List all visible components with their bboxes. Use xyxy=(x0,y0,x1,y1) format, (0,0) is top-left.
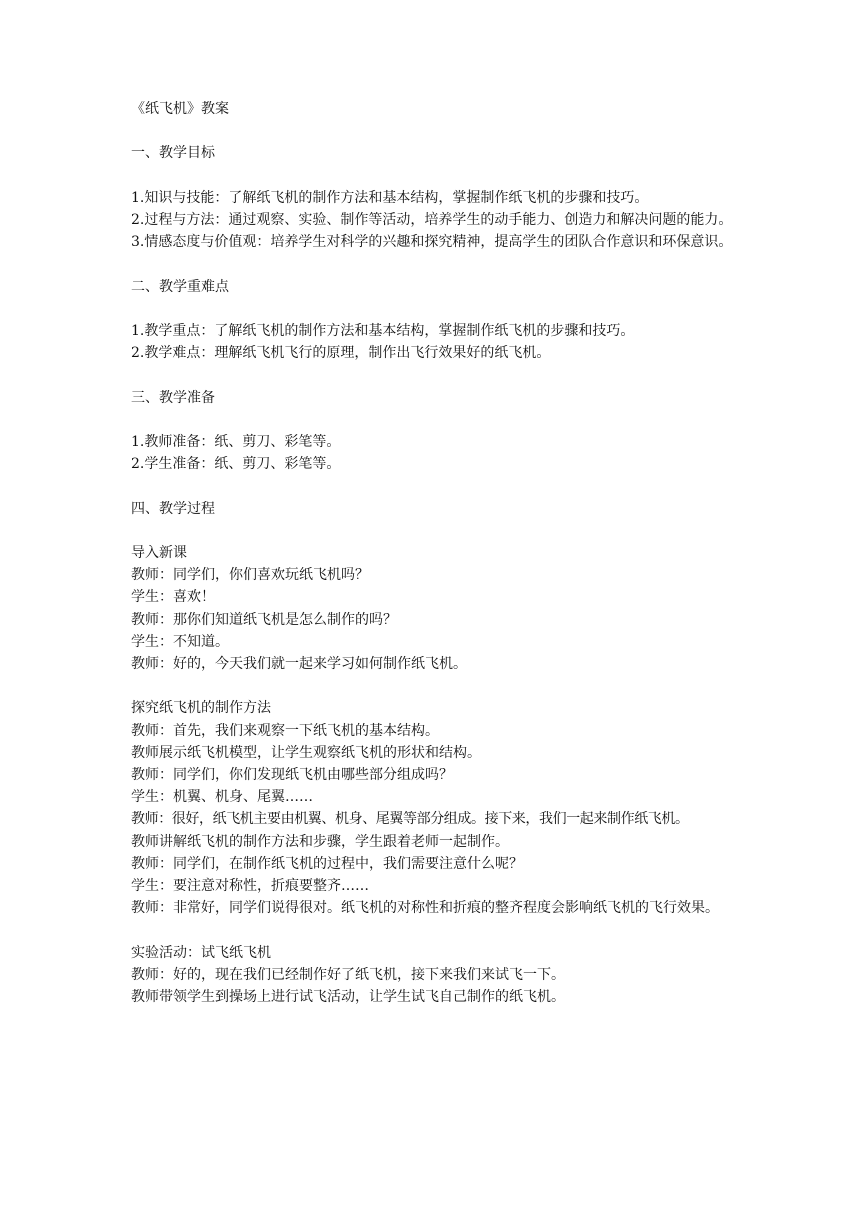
dialogue-line: 教师：首先，我们来观察一下纸飞机的基本结构。 xyxy=(131,722,439,739)
document-title: 《纸飞机》教案 xyxy=(131,101,229,117)
document-page xyxy=(131,98,735,1008)
dialogue-line: 学生：要注意对称性，折痕要整齐…… xyxy=(131,877,369,894)
objective-item: 3.情感态度与价值观：培养学生对科学的兴趣和探究精神，提高学生的团队合作意识和环保意识。 xyxy=(131,234,733,251)
subsection-title-explore: 探究纸飞机的制作方法 xyxy=(131,700,271,717)
dialogue-line: 教师：很好，纸飞机主要由机翼、机身、尾翼等部分组成。接下来，我们一起来制作纸飞机。 xyxy=(131,811,689,828)
section-heading-objectives: 一、教学目标 xyxy=(131,145,215,162)
dialogue-line: 学生：不知道。 xyxy=(131,633,229,650)
dialogue-line: 教师：同学们，你们发现纸飞机由哪些部分组成吗？ xyxy=(131,766,453,783)
dialogue-line: 教师：同学们，在制作纸飞机的过程中，我们需要注意什么呢？ xyxy=(131,855,523,872)
dialogue-line: 教师：非常好，同学们说得很对。纸飞机的对称性和折痕的整齐程度会影响纸飞机的飞行效果。 xyxy=(131,900,719,917)
objective-item: 1.知识与技能：了解纸飞机的制作方法和基本结构，掌握制作纸飞机的步骤和技巧。 xyxy=(131,189,649,206)
preparation-item: 1.教师准备：纸、剪刀、彩笔等。 xyxy=(131,433,341,450)
key-point-item: 1.教学重点：了解纸飞机的制作方法和基本结构，掌握制作纸飞机的步骤和技巧。 xyxy=(131,322,635,339)
dialogue-line: 学生：机翼、机身、尾翼…… xyxy=(131,789,313,806)
subsection-title-intro: 导入新课 xyxy=(131,544,187,561)
section-heading-preparation: 三、教学准备 xyxy=(131,389,215,406)
dialogue-line: 教师：好的，今天我们就一起来学习如何制作纸飞机。 xyxy=(131,655,467,672)
key-point-item: 2.教学难点：理解纸飞机飞行的原理，制作出飞行效果好的纸飞机。 xyxy=(131,345,551,362)
dialogue-line: 教师展示纸飞机模型，让学生观察纸飞机的形状和结构。 xyxy=(131,744,481,761)
dialogue-line: 教师：好的，现在我们已经制作好了纸飞机，接下来我们来试飞一下。 xyxy=(131,966,565,983)
preparation-item: 2.学生准备：纸、剪刀、彩笔等。 xyxy=(131,456,341,473)
dialogue-line: 学生：喜欢！ xyxy=(131,589,215,606)
dialogue-line: 教师讲解纸飞机的制作方法和步骤，学生跟着老师一起制作。 xyxy=(131,833,509,850)
dialogue-line: 教师：同学们，你们喜欢玩纸飞机吗？ xyxy=(131,567,369,584)
subsection-title-experiment: 实验活动：试飞纸飞机 xyxy=(131,944,271,961)
dialogue-line: 教师：那你们知道纸飞机是怎么制作的吗？ xyxy=(131,611,397,628)
objective-item: 2.过程与方法：通过观察、实验、制作等活动，培养学生的动手能力、创造力和解决问题的能力。 xyxy=(131,211,733,228)
dialogue-line: 教师带领学生到操场上进行试飞活动，让学生试飞自己制作的纸飞机。 xyxy=(131,988,565,1005)
section-heading-process: 四、教学过程 xyxy=(131,500,215,517)
section-heading-key-points: 二、教学重难点 xyxy=(131,278,229,295)
